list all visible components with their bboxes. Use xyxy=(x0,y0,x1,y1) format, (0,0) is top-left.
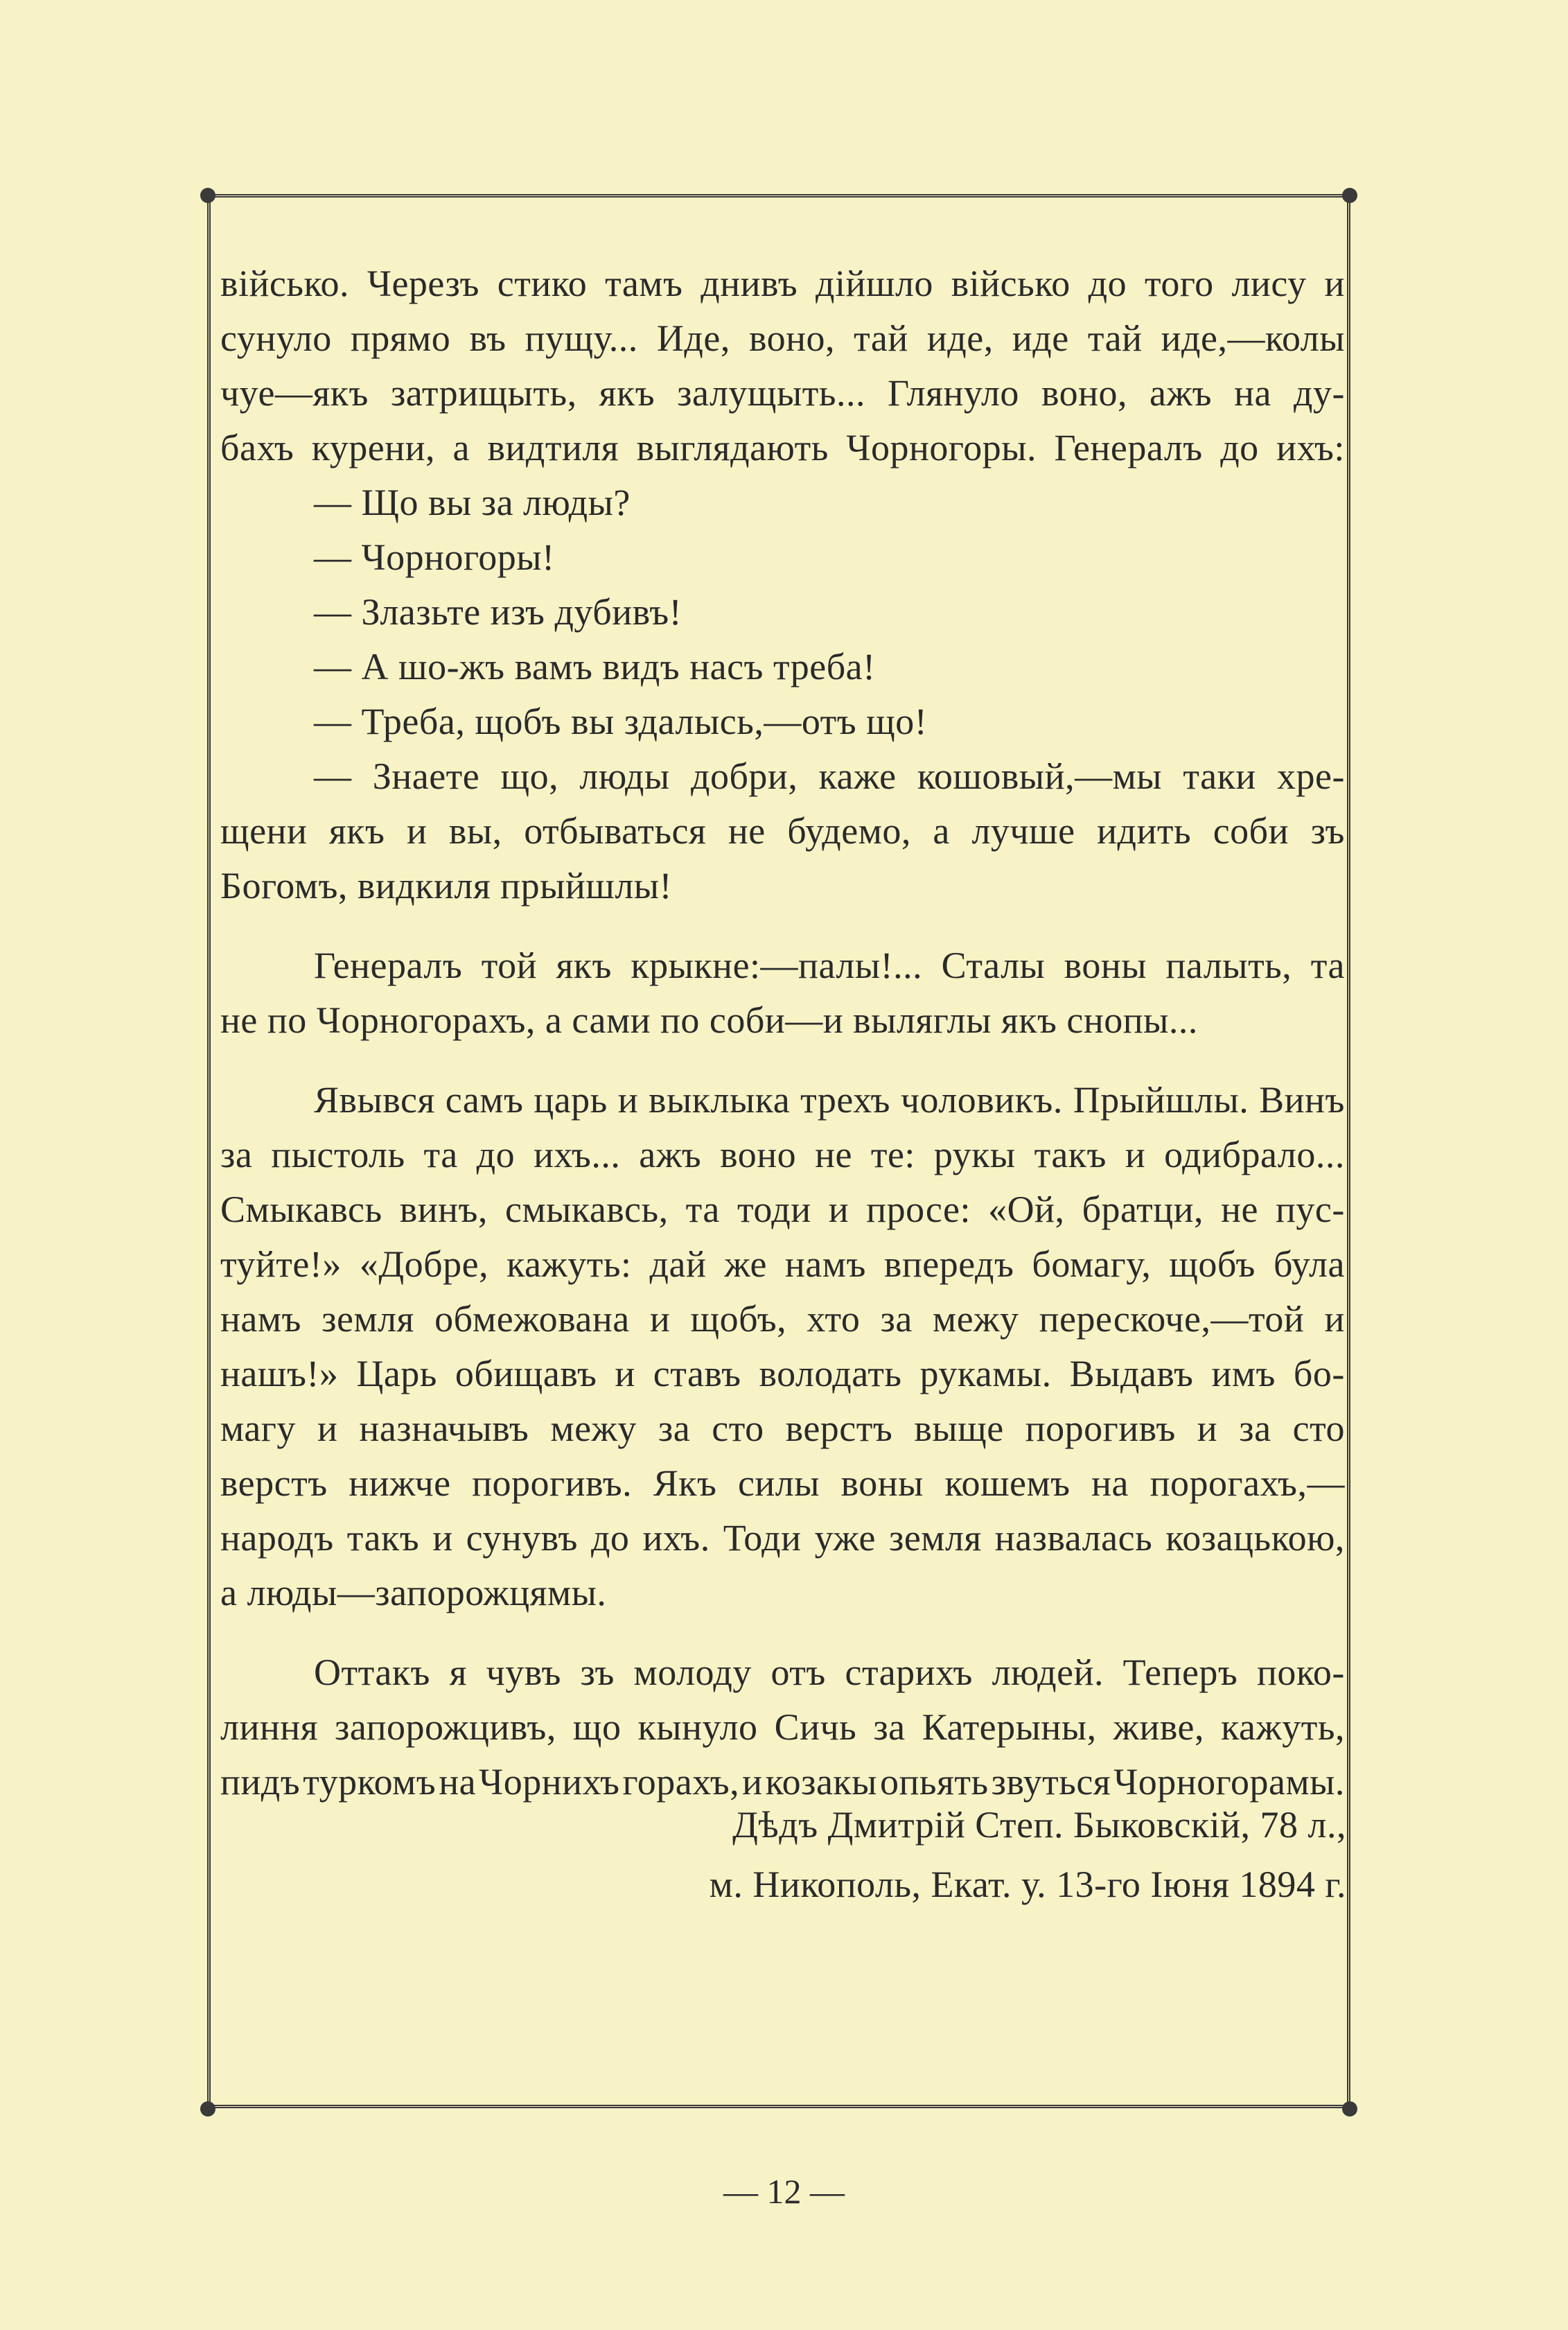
dialogue-line xyxy=(220,749,1345,804)
word: затрищыть, xyxy=(390,372,577,414)
word: та xyxy=(1310,945,1345,986)
word: народъ xyxy=(220,1517,334,1559)
word: нашъ!» xyxy=(220,1353,339,1394)
word: чоловикъ. xyxy=(900,1079,1063,1121)
word: що, xyxy=(500,755,559,797)
word: опьять xyxy=(879,1761,989,1803)
word: звуться xyxy=(991,1761,1111,1803)
word: рукы xyxy=(933,1134,1016,1175)
text-line xyxy=(220,1347,1345,1401)
word: не xyxy=(815,1134,852,1175)
word: я xyxy=(449,1652,467,1693)
word: и xyxy=(317,1408,338,1449)
word: горахъ, xyxy=(622,1761,740,1803)
word: и xyxy=(615,1353,635,1394)
text-line xyxy=(220,256,1345,311)
word: Черезъ xyxy=(367,263,479,304)
word: обищавъ xyxy=(455,1353,597,1394)
word: Винъ xyxy=(1259,1079,1345,1121)
word: назначывъ xyxy=(359,1408,529,1449)
word: иде,—колы xyxy=(1161,317,1345,359)
text-line xyxy=(220,1237,1345,1292)
word: за xyxy=(220,1134,253,1175)
text-line xyxy=(220,1292,1345,1347)
word: отбываться xyxy=(524,810,707,852)
word: запорожцивъ, xyxy=(335,1706,556,1748)
word: видтиля xyxy=(487,427,619,468)
word: стико xyxy=(497,263,588,304)
word: тай xyxy=(1087,317,1143,359)
word: той xyxy=(481,945,538,986)
word: идить xyxy=(1097,810,1192,852)
word: пущу... xyxy=(525,317,638,359)
word: зъ xyxy=(580,1652,615,1693)
word: добри, xyxy=(690,755,798,797)
word: днивъ xyxy=(701,263,798,304)
text-line: не по Чорногорахъ, а сами по соби—и выляглы якъ снопы... xyxy=(220,999,1198,1041)
word: не xyxy=(728,810,766,852)
word: трехъ xyxy=(800,1079,890,1121)
word: вы, xyxy=(448,810,502,852)
word: лучше xyxy=(971,810,1075,852)
word: залущыть... xyxy=(677,372,865,414)
word: же xyxy=(724,1243,767,1285)
word: соби xyxy=(1213,810,1289,852)
word: якъ xyxy=(599,372,655,414)
word: пыстоль xyxy=(271,1134,405,1175)
word: дай xyxy=(649,1243,707,1285)
word: и xyxy=(406,810,428,852)
word: и xyxy=(1324,1298,1345,1340)
word: магу xyxy=(220,1408,296,1449)
word: до xyxy=(476,1134,516,1175)
word: прямо xyxy=(350,317,451,359)
word: земля xyxy=(888,1517,982,1559)
word: пидъ xyxy=(220,1761,301,1803)
word: тамъ xyxy=(605,263,683,304)
word: козацькою, xyxy=(1165,1517,1345,1559)
word: та xyxy=(423,1134,458,1175)
word: и xyxy=(617,1079,639,1121)
word: ихъ. xyxy=(642,1517,710,1559)
word: Генералъ xyxy=(314,945,463,986)
word: володать xyxy=(759,1353,902,1394)
word: пус- xyxy=(1276,1189,1345,1230)
word: одибрало... xyxy=(1164,1134,1345,1175)
text-line xyxy=(220,1700,1345,1755)
word: до xyxy=(590,1517,630,1559)
word: за xyxy=(1239,1408,1271,1449)
word: чуе—якъ xyxy=(220,372,369,414)
word: царь xyxy=(534,1079,608,1121)
word: щени xyxy=(220,810,308,852)
word: «Добре, xyxy=(359,1243,489,1285)
word: якъ xyxy=(328,810,385,852)
word: ажъ xyxy=(639,1134,702,1175)
word: а xyxy=(933,810,950,852)
word: Теперъ xyxy=(1122,1652,1238,1693)
word: земля xyxy=(321,1298,414,1340)
word: кошовый,—мы xyxy=(917,755,1163,797)
word: за xyxy=(880,1298,913,1340)
word: будемо, xyxy=(787,810,911,852)
word: Оттакъ xyxy=(314,1652,430,1693)
word: кынуло xyxy=(637,1706,758,1748)
word: люды xyxy=(579,755,670,797)
word: и xyxy=(1125,1134,1146,1175)
word: сунуло xyxy=(220,317,332,359)
word: Явывся xyxy=(314,1079,435,1121)
word: чувъ xyxy=(486,1652,561,1693)
word: выще xyxy=(914,1408,1004,1449)
word: Тоди xyxy=(723,1517,802,1559)
word: каже xyxy=(818,755,897,797)
word: щобъ, xyxy=(690,1298,787,1340)
word: винъ, xyxy=(399,1189,488,1230)
word: порогивъ xyxy=(1025,1408,1176,1449)
word: намъ xyxy=(220,1298,301,1340)
word: сто xyxy=(1292,1408,1345,1449)
word: и xyxy=(742,1761,763,1803)
dialogue-line: — Що вы за люды? xyxy=(314,482,631,523)
word: те: xyxy=(870,1134,915,1175)
word: линня xyxy=(220,1706,318,1748)
word: обмежована xyxy=(434,1298,630,1340)
word: крыкне:—палы!... xyxy=(631,945,923,986)
word: туйте!» xyxy=(220,1243,342,1285)
text-line: Богомъ, видкиля прыйшлы! xyxy=(220,865,673,906)
page-number: — 12 — xyxy=(723,2172,845,2211)
word: воны xyxy=(1064,945,1147,986)
word: людей. xyxy=(992,1652,1104,1693)
word: выклыка xyxy=(649,1079,791,1121)
word: живе, xyxy=(1113,1706,1205,1748)
word: воно, xyxy=(1041,372,1127,414)
signature-place-date: м. Никополь, Екат. у. 13-го Іюня 1894 г. xyxy=(709,1864,1346,1905)
word: Сичь xyxy=(774,1706,857,1748)
dialogue-line: — А шо-жъ вамъ видъ насъ треба! xyxy=(314,646,876,687)
word: верстъ xyxy=(220,1462,328,1504)
word: верстъ xyxy=(785,1408,893,1449)
word: на xyxy=(1091,1462,1129,1504)
dialogue-line: — Треба, щобъ вы здалысь,—отъ що! xyxy=(314,701,928,742)
word: козакы xyxy=(765,1761,877,1803)
word: Сталы xyxy=(941,945,1046,986)
word: ихъ... xyxy=(534,1134,621,1175)
paragraph-first-line xyxy=(220,1073,1345,1128)
word: Прыйшлы. xyxy=(1073,1079,1249,1121)
word: Генералъ xyxy=(1054,427,1203,468)
signature-author: Дѣдъ Дмитрій Степ. Быковскій, 78 л., xyxy=(732,1804,1346,1846)
word: Царь xyxy=(356,1353,437,1394)
text-line xyxy=(220,311,1345,366)
word: бахъ xyxy=(220,427,294,468)
word: смыкавсь, xyxy=(504,1189,669,1230)
word: воно xyxy=(720,1134,797,1175)
word: сунувъ xyxy=(466,1517,578,1559)
body-text xyxy=(220,256,1345,1810)
word: ихъ: xyxy=(1276,427,1345,468)
word: Иде, xyxy=(656,317,730,359)
word: за xyxy=(658,1408,691,1449)
word: воно, xyxy=(748,317,835,359)
word: Выдавъ xyxy=(1069,1353,1194,1394)
word: просе: xyxy=(866,1189,971,1230)
signature-block xyxy=(710,1795,1346,1914)
dialogue-line: — Злазьте изъ дубивъ! xyxy=(314,591,682,633)
word: воны xyxy=(840,1462,924,1504)
word: військо xyxy=(951,263,1071,304)
word: «Ой, xyxy=(988,1189,1065,1230)
word: ажъ xyxy=(1149,372,1213,414)
word: за xyxy=(873,1706,906,1748)
word: впередъ xyxy=(883,1243,1014,1285)
word: Глянуло xyxy=(888,372,1019,414)
word: и xyxy=(649,1298,671,1340)
word: и xyxy=(1197,1408,1218,1449)
word: и xyxy=(1324,263,1345,304)
word: таки xyxy=(1183,755,1256,797)
word: якъ xyxy=(556,945,612,986)
word: назвалась xyxy=(994,1517,1153,1559)
word: сто xyxy=(712,1408,764,1449)
word: и xyxy=(828,1189,849,1230)
word: перескоче,—той xyxy=(1039,1298,1305,1340)
text-line xyxy=(220,1401,1345,1456)
word: силы xyxy=(737,1462,820,1504)
text-line xyxy=(220,1182,1345,1237)
word: порогахъ,— xyxy=(1149,1462,1345,1504)
word: братци, xyxy=(1082,1189,1204,1230)
text-line xyxy=(220,421,1345,475)
text-line xyxy=(220,804,1345,859)
text-line xyxy=(220,1456,1345,1511)
word: тай xyxy=(854,317,908,359)
word: намъ xyxy=(784,1243,866,1285)
dialogue-line: — Чорногоры! xyxy=(314,536,555,578)
word: а xyxy=(452,427,470,468)
word: Смыкавсь xyxy=(220,1189,382,1230)
text-line xyxy=(220,1511,1345,1566)
word: туркомъ xyxy=(303,1761,437,1803)
word: дійшло xyxy=(815,263,933,304)
word: Катерыны, xyxy=(922,1706,1097,1748)
word: отъ xyxy=(770,1652,826,1693)
word: такъ xyxy=(346,1517,420,1559)
word: Чорногоры. xyxy=(846,427,1037,468)
word: того xyxy=(1144,263,1214,304)
word: ду- xyxy=(1293,372,1345,414)
word: до xyxy=(1220,427,1259,468)
word: ставъ xyxy=(653,1353,741,1394)
word: Чорнихъ xyxy=(479,1761,620,1803)
word: щобъ xyxy=(1169,1243,1256,1285)
word: межу xyxy=(933,1298,1019,1340)
word: и xyxy=(432,1517,453,1559)
word: старихъ xyxy=(845,1652,973,1693)
text-line xyxy=(220,366,1345,421)
word: Чорногорамы. xyxy=(1113,1761,1345,1803)
text-line: а люды—запорожцямы. xyxy=(220,1572,607,1613)
word: порогивъ. xyxy=(472,1462,633,1504)
word: хре- xyxy=(1277,755,1345,797)
word: зъ xyxy=(1310,810,1345,852)
word: на xyxy=(1234,372,1271,414)
word: — xyxy=(314,755,352,797)
word: уже xyxy=(814,1517,876,1559)
word: та xyxy=(685,1189,720,1230)
word: на xyxy=(439,1761,477,1803)
word: Знаете xyxy=(372,755,480,797)
word: межу xyxy=(550,1408,637,1449)
paragraph-first-line xyxy=(220,938,1345,993)
word: бомагу, xyxy=(1032,1243,1152,1285)
word: кажуть, xyxy=(1221,1706,1345,1748)
word: рукамы. xyxy=(919,1353,1052,1394)
paragraph-first-line xyxy=(220,1645,1345,1700)
word: такъ xyxy=(1034,1134,1107,1175)
word: лису xyxy=(1231,263,1307,304)
word: кошемъ xyxy=(944,1462,1071,1504)
word: хто xyxy=(807,1298,861,1340)
word: нижче xyxy=(349,1462,451,1504)
word: що xyxy=(572,1706,622,1748)
text-line xyxy=(220,1128,1345,1182)
word: самъ xyxy=(445,1079,524,1121)
word: палыть, xyxy=(1165,945,1292,986)
word: поко- xyxy=(1257,1652,1345,1693)
word: до xyxy=(1088,263,1127,304)
word: иде, xyxy=(926,317,994,359)
word: курени, xyxy=(311,427,436,468)
word: выглядають xyxy=(636,427,829,468)
word: не xyxy=(1221,1189,1258,1230)
word: кажуть: xyxy=(506,1243,632,1285)
word: молоду xyxy=(633,1652,752,1693)
word: військо. xyxy=(220,263,349,304)
word: въ xyxy=(469,317,506,359)
word: була xyxy=(1273,1243,1345,1285)
word: бо- xyxy=(1293,1353,1345,1394)
word: Якъ xyxy=(653,1462,717,1504)
word: имъ xyxy=(1211,1353,1276,1394)
word: тоди xyxy=(737,1189,811,1230)
word: иде xyxy=(1012,317,1069,359)
